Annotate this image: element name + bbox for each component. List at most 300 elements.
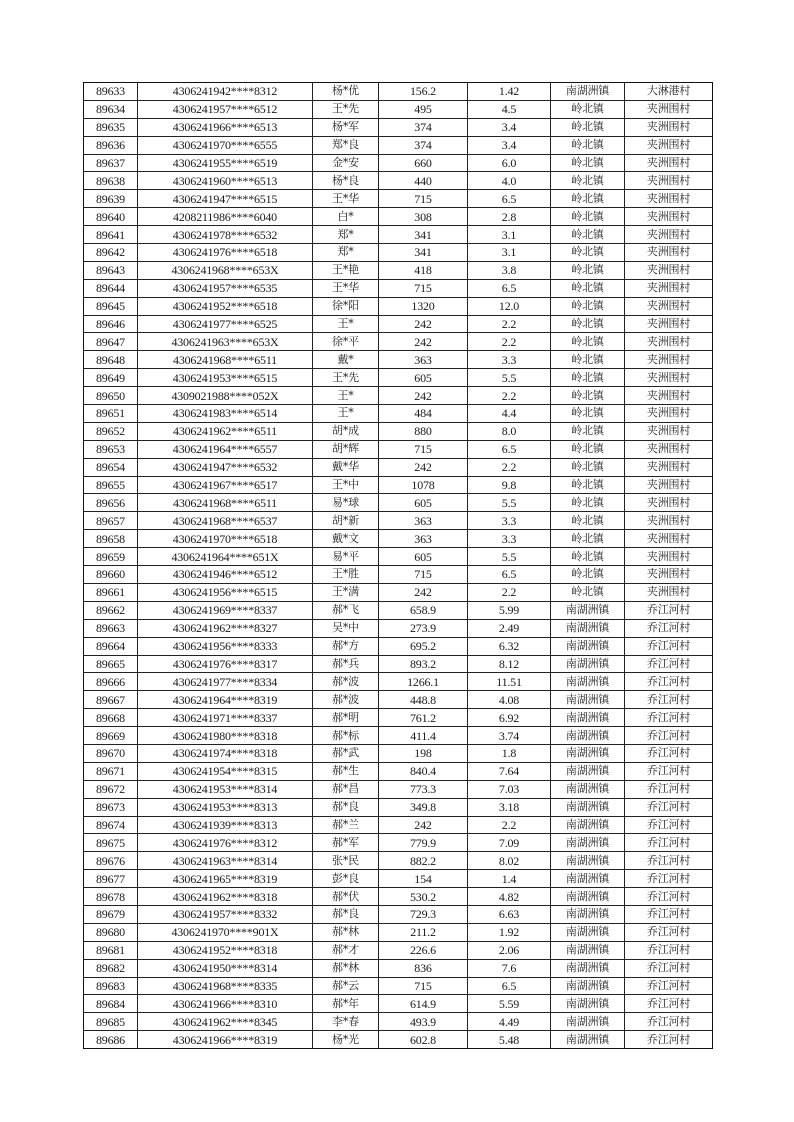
name-cell: 杨*优 bbox=[313, 83, 379, 101]
village-cell: 乔江河村 bbox=[625, 637, 713, 655]
town-cell: 岭北镇 bbox=[551, 244, 625, 262]
amount-cell: 715 bbox=[379, 566, 468, 584]
town-cell: 南湖洲镇 bbox=[551, 601, 625, 619]
amount-cell: 715 bbox=[379, 279, 468, 297]
serial-number-cell: 89657 bbox=[84, 512, 138, 530]
id-number-cell: 4306241952****8318 bbox=[138, 941, 313, 959]
town-cell: 岭北镇 bbox=[551, 279, 625, 297]
table-row bbox=[84, 422, 713, 440]
name-cell: 李*春 bbox=[313, 1013, 379, 1031]
serial-number-cell: 89660 bbox=[84, 566, 138, 584]
serial-number-cell: 89656 bbox=[84, 494, 138, 512]
town-cell: 南湖洲镇 bbox=[551, 619, 625, 637]
amount-cell: 761.2 bbox=[379, 709, 468, 727]
name-cell: 吴*中 bbox=[313, 619, 379, 637]
village-cell: 夹洲围村 bbox=[625, 440, 713, 458]
town-cell: 岭北镇 bbox=[551, 566, 625, 584]
table-row bbox=[84, 548, 713, 566]
village-cell: 夹洲围村 bbox=[625, 476, 713, 494]
name-cell: 郝*良 bbox=[313, 905, 379, 923]
town-cell: 岭北镇 bbox=[551, 530, 625, 548]
area-cell: 3.8 bbox=[468, 261, 551, 279]
id-number-cell: 4306241956****8333 bbox=[138, 637, 313, 655]
town-cell: 南湖洲镇 bbox=[551, 709, 625, 727]
table-row bbox=[84, 208, 713, 226]
serial-number-cell: 89639 bbox=[84, 190, 138, 208]
amount-cell: 374 bbox=[379, 118, 468, 136]
town-cell: 岭北镇 bbox=[551, 261, 625, 279]
table-row bbox=[84, 995, 713, 1013]
amount-cell: 418 bbox=[379, 261, 468, 279]
serial-number-cell: 89649 bbox=[84, 369, 138, 387]
table-row bbox=[84, 762, 713, 780]
id-number-cell: 4309021988****052X bbox=[138, 387, 313, 405]
village-cell: 乔江河村 bbox=[625, 870, 713, 888]
village-cell: 乔江河村 bbox=[625, 727, 713, 745]
name-cell: 王* bbox=[313, 405, 379, 423]
name-cell: 张*民 bbox=[313, 852, 379, 870]
serial-number-cell: 89646 bbox=[84, 315, 138, 333]
village-cell: 夹洲围村 bbox=[625, 548, 713, 566]
village-cell: 乔江河村 bbox=[625, 619, 713, 637]
area-cell: 4.4 bbox=[468, 405, 551, 423]
id-number-cell: 4306241977****8334 bbox=[138, 673, 313, 691]
serial-number-cell: 89664 bbox=[84, 637, 138, 655]
id-number-cell: 4306241953****8314 bbox=[138, 780, 313, 798]
table-row bbox=[84, 494, 713, 512]
village-cell: 夹洲围村 bbox=[625, 405, 713, 423]
table-row bbox=[84, 923, 713, 941]
village-cell: 夹洲围村 bbox=[625, 387, 713, 405]
id-number-cell: 4306241969****8337 bbox=[138, 601, 313, 619]
area-cell: 5.48 bbox=[468, 1031, 551, 1049]
serial-number-cell: 89681 bbox=[84, 941, 138, 959]
amount-cell: 605 bbox=[379, 548, 468, 566]
table-row bbox=[84, 100, 713, 118]
serial-number-cell: 89677 bbox=[84, 870, 138, 888]
town-cell: 岭北镇 bbox=[551, 315, 625, 333]
amount-cell: 840.4 bbox=[379, 762, 468, 780]
village-cell: 乔江河村 bbox=[625, 1031, 713, 1049]
area-cell: 5.99 bbox=[468, 601, 551, 619]
id-number-cell: 4306241968****6511 bbox=[138, 351, 313, 369]
table-row bbox=[84, 1031, 713, 1049]
area-cell: 3.4 bbox=[468, 118, 551, 136]
village-cell: 乔江河村 bbox=[625, 691, 713, 709]
name-cell: 王*先 bbox=[313, 369, 379, 387]
village-cell: 乔江河村 bbox=[625, 744, 713, 762]
table-row bbox=[84, 530, 713, 548]
town-cell: 岭北镇 bbox=[551, 100, 625, 118]
table-row bbox=[84, 816, 713, 834]
town-cell: 岭北镇 bbox=[551, 494, 625, 512]
area-cell: 4.49 bbox=[468, 1013, 551, 1031]
area-cell: 2.06 bbox=[468, 941, 551, 959]
town-cell: 南湖洲镇 bbox=[551, 727, 625, 745]
area-cell: 9.8 bbox=[468, 476, 551, 494]
id-number-cell: 4306241976****6518 bbox=[138, 244, 313, 262]
serial-number-cell: 89662 bbox=[84, 601, 138, 619]
table-row bbox=[84, 691, 713, 709]
table-row bbox=[84, 566, 713, 584]
name-cell: 郝*兵 bbox=[313, 655, 379, 673]
amount-cell: 242 bbox=[379, 816, 468, 834]
town-cell: 南湖洲镇 bbox=[551, 852, 625, 870]
table-row bbox=[84, 870, 713, 888]
id-number-cell: 4306241974****8318 bbox=[138, 744, 313, 762]
serial-number-cell: 89652 bbox=[84, 422, 138, 440]
name-cell: 金*安 bbox=[313, 154, 379, 172]
town-cell: 岭北镇 bbox=[551, 172, 625, 190]
serial-number-cell: 89668 bbox=[84, 709, 138, 727]
town-cell: 岭北镇 bbox=[551, 154, 625, 172]
name-cell: 郝*云 bbox=[313, 977, 379, 995]
village-cell: 夹洲围村 bbox=[625, 226, 713, 244]
serial-number-cell: 89655 bbox=[84, 476, 138, 494]
serial-number-cell: 89679 bbox=[84, 905, 138, 923]
amount-cell: 1266.1 bbox=[379, 673, 468, 691]
town-cell: 岭北镇 bbox=[551, 118, 625, 136]
area-cell: 3.3 bbox=[468, 530, 551, 548]
serial-number-cell: 89644 bbox=[84, 279, 138, 297]
amount-cell: 273.9 bbox=[379, 619, 468, 637]
table-row bbox=[84, 315, 713, 333]
name-cell: 王*艳 bbox=[313, 261, 379, 279]
village-cell: 夹洲围村 bbox=[625, 315, 713, 333]
id-number-cell: 4306241966****6513 bbox=[138, 118, 313, 136]
serial-number-cell: 89635 bbox=[84, 118, 138, 136]
name-cell: 郝*军 bbox=[313, 834, 379, 852]
village-cell: 乔江河村 bbox=[625, 977, 713, 995]
village-cell: 乔江河村 bbox=[625, 816, 713, 834]
id-number-cell: 4306241978****6532 bbox=[138, 226, 313, 244]
id-number-cell: 4306241954****8315 bbox=[138, 762, 313, 780]
table-row bbox=[84, 118, 713, 136]
town-cell: 南湖洲镇 bbox=[551, 780, 625, 798]
name-cell: 易*平 bbox=[313, 548, 379, 566]
village-cell: 夹洲围村 bbox=[625, 208, 713, 226]
serial-number-cell: 89663 bbox=[84, 619, 138, 637]
area-cell: 3.3 bbox=[468, 512, 551, 530]
village-cell: 夹洲围村 bbox=[625, 136, 713, 154]
table-row bbox=[84, 369, 713, 387]
name-cell: 王*满 bbox=[313, 583, 379, 601]
village-cell: 夹洲围村 bbox=[625, 118, 713, 136]
village-cell: 乔江河村 bbox=[625, 709, 713, 727]
village-cell: 夹洲围村 bbox=[625, 530, 713, 548]
area-cell: 4.82 bbox=[468, 888, 551, 906]
village-cell: 夹洲围村 bbox=[625, 154, 713, 172]
village-cell: 夹洲围村 bbox=[625, 458, 713, 476]
serial-number-cell: 89654 bbox=[84, 458, 138, 476]
town-cell: 南湖洲镇 bbox=[551, 655, 625, 673]
table-row bbox=[84, 959, 713, 977]
table-row bbox=[84, 977, 713, 995]
name-cell: 郝*才 bbox=[313, 941, 379, 959]
village-cell: 乔江河村 bbox=[625, 655, 713, 673]
town-cell: 岭北镇 bbox=[551, 512, 625, 530]
serial-number-cell: 89667 bbox=[84, 691, 138, 709]
id-number-cell: 4306241966****8319 bbox=[138, 1031, 313, 1049]
serial-number-cell: 89645 bbox=[84, 297, 138, 315]
amount-cell: 614.9 bbox=[379, 995, 468, 1013]
id-number-cell: 4306241957****8332 bbox=[138, 905, 313, 923]
town-cell: 南湖洲镇 bbox=[551, 798, 625, 816]
area-cell: 5.5 bbox=[468, 494, 551, 512]
village-cell: 乔江河村 bbox=[625, 923, 713, 941]
village-cell: 夹洲围村 bbox=[625, 244, 713, 262]
id-number-cell: 4306241962****6511 bbox=[138, 422, 313, 440]
id-number-cell: 4306241968****8335 bbox=[138, 977, 313, 995]
amount-cell: 836 bbox=[379, 959, 468, 977]
amount-cell: 530.2 bbox=[379, 888, 468, 906]
village-cell: 夹洲围村 bbox=[625, 172, 713, 190]
id-number-cell: 4306241950****8314 bbox=[138, 959, 313, 977]
area-cell: 6.5 bbox=[468, 279, 551, 297]
area-cell: 6.5 bbox=[468, 440, 551, 458]
area-cell: 12.0 bbox=[468, 297, 551, 315]
table-row bbox=[84, 780, 713, 798]
amount-cell: 341 bbox=[379, 244, 468, 262]
town-cell: 岭北镇 bbox=[551, 548, 625, 566]
amount-cell: 715 bbox=[379, 440, 468, 458]
area-cell: 6.0 bbox=[468, 154, 551, 172]
name-cell: 郝*生 bbox=[313, 762, 379, 780]
serial-number-cell: 89651 bbox=[84, 405, 138, 423]
town-cell: 南湖洲镇 bbox=[551, 1031, 625, 1049]
amount-cell: 242 bbox=[379, 458, 468, 476]
area-cell: 1.4 bbox=[468, 870, 551, 888]
table-row bbox=[84, 601, 713, 619]
amount-cell: 242 bbox=[379, 315, 468, 333]
amount-cell: 448.8 bbox=[379, 691, 468, 709]
amount-cell: 605 bbox=[379, 369, 468, 387]
serial-number-cell: 89650 bbox=[84, 387, 138, 405]
village-cell: 乔江河村 bbox=[625, 905, 713, 923]
name-cell: 王*华 bbox=[313, 279, 379, 297]
village-cell: 夹洲围村 bbox=[625, 261, 713, 279]
amount-cell: 349.8 bbox=[379, 798, 468, 816]
area-cell: 2.49 bbox=[468, 619, 551, 637]
town-cell: 南湖洲镇 bbox=[551, 905, 625, 923]
area-cell: 2.2 bbox=[468, 816, 551, 834]
town-cell: 南湖洲镇 bbox=[551, 83, 625, 101]
village-cell: 乔江河村 bbox=[625, 995, 713, 1013]
table-row bbox=[84, 637, 713, 655]
table-row bbox=[84, 744, 713, 762]
name-cell: 郝*明 bbox=[313, 709, 379, 727]
id-number-cell: 4306241952****6518 bbox=[138, 297, 313, 315]
village-cell: 乔江河村 bbox=[625, 941, 713, 959]
name-cell: 郝*飞 bbox=[313, 601, 379, 619]
area-cell: 2.2 bbox=[468, 387, 551, 405]
area-cell: 3.1 bbox=[468, 244, 551, 262]
town-cell: 岭北镇 bbox=[551, 405, 625, 423]
amount-cell: 715 bbox=[379, 977, 468, 995]
table-row bbox=[84, 727, 713, 745]
id-number-cell: 4306241964****6557 bbox=[138, 440, 313, 458]
table-row bbox=[84, 709, 713, 727]
table-row bbox=[84, 905, 713, 923]
name-cell: 郑*良 bbox=[313, 136, 379, 154]
table-row bbox=[84, 244, 713, 262]
name-cell: 王*先 bbox=[313, 100, 379, 118]
id-number-cell: 4306241968****653X bbox=[138, 261, 313, 279]
town-cell: 岭北镇 bbox=[551, 297, 625, 315]
amount-cell: 363 bbox=[379, 512, 468, 530]
area-cell: 4.0 bbox=[468, 172, 551, 190]
village-cell: 夹洲围村 bbox=[625, 190, 713, 208]
town-cell: 岭北镇 bbox=[551, 333, 625, 351]
area-cell: 6.32 bbox=[468, 637, 551, 655]
name-cell: 郝*方 bbox=[313, 637, 379, 655]
serial-number-cell: 89642 bbox=[84, 244, 138, 262]
town-cell: 岭北镇 bbox=[551, 369, 625, 387]
area-cell: 2.2 bbox=[468, 458, 551, 476]
village-cell: 夹洲围村 bbox=[625, 583, 713, 601]
town-cell: 南湖洲镇 bbox=[551, 834, 625, 852]
amount-cell: 715 bbox=[379, 190, 468, 208]
village-cell: 乔江河村 bbox=[625, 852, 713, 870]
serial-number-cell: 89683 bbox=[84, 977, 138, 995]
id-number-cell: 4306241953****6515 bbox=[138, 369, 313, 387]
id-number-cell: 4306241968****6511 bbox=[138, 494, 313, 512]
amount-cell: 363 bbox=[379, 530, 468, 548]
amount-cell: 1078 bbox=[379, 476, 468, 494]
amount-cell: 893.2 bbox=[379, 655, 468, 673]
town-cell: 岭北镇 bbox=[551, 440, 625, 458]
table-row bbox=[84, 798, 713, 816]
serial-number-cell: 89641 bbox=[84, 226, 138, 244]
area-cell: 6.5 bbox=[468, 190, 551, 208]
name-cell: 王*中 bbox=[313, 476, 379, 494]
village-cell: 夹洲围村 bbox=[625, 422, 713, 440]
amount-cell: 882.2 bbox=[379, 852, 468, 870]
amount-cell: 605 bbox=[379, 494, 468, 512]
town-cell: 南湖洲镇 bbox=[551, 923, 625, 941]
name-cell: 徐*阳 bbox=[313, 297, 379, 315]
serial-number-cell: 89665 bbox=[84, 655, 138, 673]
table-row bbox=[84, 834, 713, 852]
serial-number-cell: 89666 bbox=[84, 673, 138, 691]
serial-number-cell: 89686 bbox=[84, 1031, 138, 1049]
table-row bbox=[84, 583, 713, 601]
name-cell: 郝*伏 bbox=[313, 888, 379, 906]
id-number-cell: 4306241962****8327 bbox=[138, 619, 313, 637]
id-number-cell: 4306241968****6537 bbox=[138, 512, 313, 530]
area-cell: 7.09 bbox=[468, 834, 551, 852]
table-row bbox=[84, 136, 713, 154]
name-cell: 王*华 bbox=[313, 190, 379, 208]
area-cell: 11.51 bbox=[468, 673, 551, 691]
amount-cell: 242 bbox=[379, 387, 468, 405]
id-number-cell: 4306241970****6555 bbox=[138, 136, 313, 154]
name-cell: 郝*波 bbox=[313, 691, 379, 709]
id-number-cell: 4306241957****6535 bbox=[138, 279, 313, 297]
amount-cell: 880 bbox=[379, 422, 468, 440]
name-cell: 白* bbox=[313, 208, 379, 226]
name-cell: 郝*标 bbox=[313, 727, 379, 745]
name-cell: 郑* bbox=[313, 244, 379, 262]
roster-body bbox=[84, 83, 713, 1049]
town-cell: 岭北镇 bbox=[551, 190, 625, 208]
id-number-cell: 4306241967****6517 bbox=[138, 476, 313, 494]
village-cell: 乔江河村 bbox=[625, 798, 713, 816]
name-cell: 杨*光 bbox=[313, 1031, 379, 1049]
area-cell: 1.42 bbox=[468, 83, 551, 101]
table-row bbox=[84, 405, 713, 423]
amount-cell: 308 bbox=[379, 208, 468, 226]
amount-cell: 729.3 bbox=[379, 905, 468, 923]
town-cell: 岭北镇 bbox=[551, 476, 625, 494]
id-number-cell: 4306241963****8314 bbox=[138, 852, 313, 870]
area-cell: 5.5 bbox=[468, 548, 551, 566]
name-cell: 郝*年 bbox=[313, 995, 379, 1013]
serial-number-cell: 89669 bbox=[84, 727, 138, 745]
id-number-cell: 4306241976****8312 bbox=[138, 834, 313, 852]
amount-cell: 779.9 bbox=[379, 834, 468, 852]
table-row bbox=[84, 83, 713, 101]
table-row bbox=[84, 333, 713, 351]
village-cell: 乔江河村 bbox=[625, 888, 713, 906]
area-cell: 4.5 bbox=[468, 100, 551, 118]
area-cell: 4.08 bbox=[468, 691, 551, 709]
name-cell: 戴*华 bbox=[313, 458, 379, 476]
serial-number-cell: 89643 bbox=[84, 261, 138, 279]
serial-number-cell: 89670 bbox=[84, 744, 138, 762]
name-cell: 戴*文 bbox=[313, 530, 379, 548]
serial-number-cell: 89672 bbox=[84, 780, 138, 798]
area-cell: 6.92 bbox=[468, 709, 551, 727]
table-row bbox=[84, 458, 713, 476]
area-cell: 1.92 bbox=[468, 923, 551, 941]
village-cell: 乔江河村 bbox=[625, 780, 713, 798]
id-number-cell: 4306241955****6519 bbox=[138, 154, 313, 172]
id-number-cell: 4306241942****8312 bbox=[138, 83, 313, 101]
amount-cell: 341 bbox=[379, 226, 468, 244]
village-cell: 夹洲围村 bbox=[625, 100, 713, 118]
amount-cell: 154 bbox=[379, 870, 468, 888]
amount-cell: 1320 bbox=[379, 297, 468, 315]
amount-cell: 374 bbox=[379, 136, 468, 154]
id-number-cell: 4306241963****653X bbox=[138, 333, 313, 351]
name-cell: 郝*良 bbox=[313, 798, 379, 816]
id-number-cell: 4306241980****8318 bbox=[138, 727, 313, 745]
table-row bbox=[84, 351, 713, 369]
serial-number-cell: 89633 bbox=[84, 83, 138, 101]
area-cell: 7.6 bbox=[468, 959, 551, 977]
area-cell: 6.63 bbox=[468, 905, 551, 923]
town-cell: 岭北镇 bbox=[551, 351, 625, 369]
amount-cell: 226.6 bbox=[379, 941, 468, 959]
town-cell: 南湖洲镇 bbox=[551, 995, 625, 1013]
id-number-cell: 4306241970****901X bbox=[138, 923, 313, 941]
serial-number-cell: 89640 bbox=[84, 208, 138, 226]
area-cell: 8.0 bbox=[468, 422, 551, 440]
town-cell: 岭北镇 bbox=[551, 422, 625, 440]
town-cell: 南湖洲镇 bbox=[551, 744, 625, 762]
amount-cell: 493.9 bbox=[379, 1013, 468, 1031]
id-number-cell: 4306241957****6512 bbox=[138, 100, 313, 118]
serial-number-cell: 89676 bbox=[84, 852, 138, 870]
id-number-cell: 4306241953****8313 bbox=[138, 798, 313, 816]
amount-cell: 602.8 bbox=[379, 1031, 468, 1049]
area-cell: 3.18 bbox=[468, 798, 551, 816]
name-cell: 郝*波 bbox=[313, 673, 379, 691]
amount-cell: 440 bbox=[379, 172, 468, 190]
area-cell: 6.5 bbox=[468, 977, 551, 995]
area-cell: 7.03 bbox=[468, 780, 551, 798]
